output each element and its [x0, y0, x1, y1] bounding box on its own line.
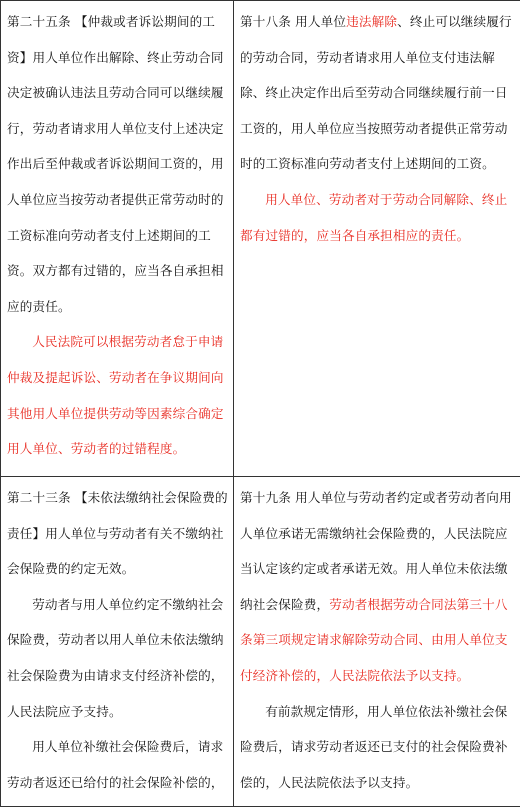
article-23-paragraph-3: 用人单位补缴社会保险费后，请求劳动者返还已给付的社会保险补偿的， — [7, 729, 228, 800]
article-25-text: 第二十五条 【仲裁或者诉讼期间的工资】用人单位作出解除、终止劳动合同决定被确认违法且劳动合同可以继续履行，劳动者请求用人单位支付上述决定作出后至仲裁或者诉讼期间工资的，用人单位应当按劳动者提供正常劳动时的工资标准向劳动者支付上述期间的工资。双方都有过错的，应当各自承担相应的责任。 — [7, 4, 228, 324]
right-cell-article-19 — [234, 477, 520, 807]
article-19-text — [240, 480, 515, 694]
article-23-paragraph-2: 劳动者与用人单位约定不缴纳社会保险费，劳动者以用人单位未依法缴纳社会保险费为由请求支付经济补偿的，人民法院应予支持。 — [7, 587, 228, 729]
article-19-text-start: 第十九条 用人单位与劳动者约定或者劳动者向用人单位承诺无需缴纳社会保险费的，人民法院应当认定该约定或者承诺无效。用人单位未依法缴纳社会保险费， — [240, 490, 512, 612]
article-23-text: 第二十三条 【未依法缴纳社会保险费的责任】用人单位与劳动者有关不缴纳社会保险费的约定无效。 — [7, 480, 228, 587]
article-18-text-rest: 、终止可以继续履行的劳动合同，劳动者请求用人单位支付违法解除、终止决定作出后至劳动合同继续履行前一日工资的，用人单位应当按照劳动者提供正常劳动时的工资标准向劳动者支付上述期间的工资。 — [240, 14, 512, 171]
article-18-text-start: 第十八条 用人单位 — [240, 14, 346, 29]
left-cell-article-25 — [1, 1, 234, 477]
table-row — [1, 1, 520, 477]
right-cell-article-18 — [234, 1, 520, 477]
article-18-text — [240, 4, 515, 182]
article-18-highlight: 违法解除 — [346, 14, 397, 29]
left-cell-article-23 — [1, 477, 234, 807]
article-19-highlight: 劳动者根据劳动合同法第三十八条第三项规定请求解除劳动合同、由用人单位支付经济补偿的，人民法院依法予以支持。 — [240, 597, 508, 683]
article-18-deleted-paragraph: 用人单位、劳动者对于劳动合同解除、终止都有过错的，应当各自承担相应的责任。 — [240, 182, 515, 253]
article-25-added-paragraph: 人民法院可以根据劳动者怠于申请仲裁及提起诉讼、劳动者在争议期间向其他用人单位提供劳动等因素综合确定用人单位、劳动者的过错程度。 — [7, 324, 228, 466]
table-row — [1, 477, 520, 807]
article-19-paragraph-2: 有前款规定情形，用人单位依法补缴社会保险费后，请求劳动者返还已支付的社会保险费补偿的，人民法院依法予以支持。 — [240, 694, 515, 801]
